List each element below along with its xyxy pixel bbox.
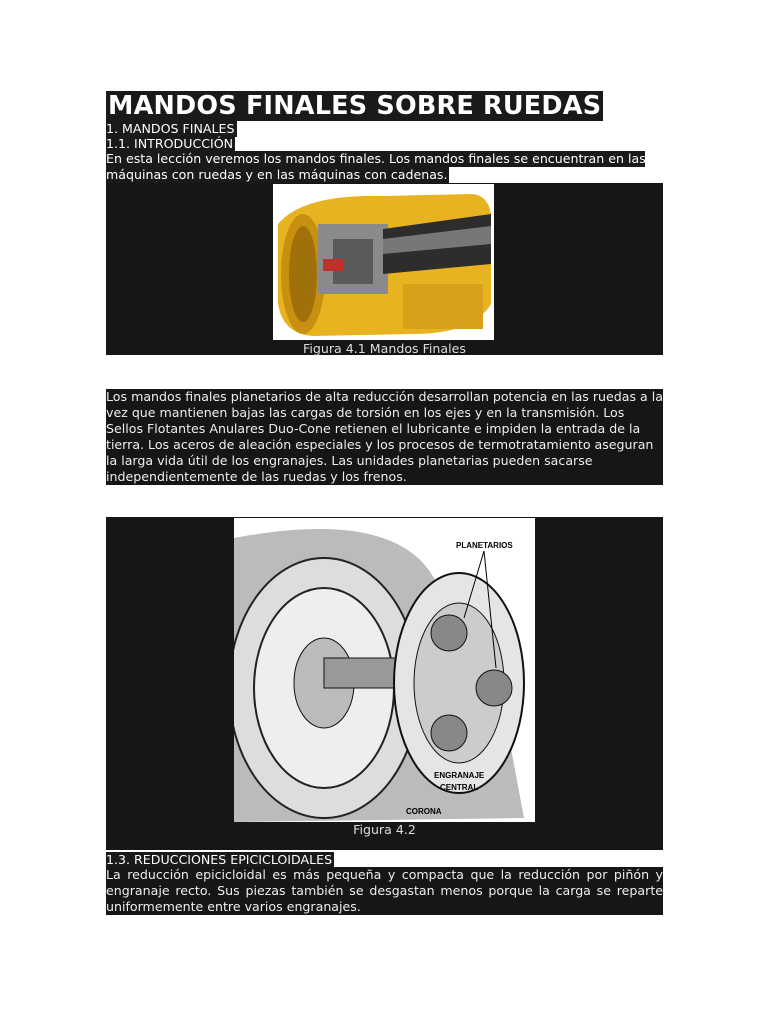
figure-1-caption: Figura 4.1 Mandos Finales [303, 341, 466, 356]
intro-line-1: En esta lección veremos los mandos finales. Los mandos finales se encuentran en las [106, 151, 646, 166]
label-corona: CORONA [406, 807, 442, 816]
page-title: MANDOS FINALES SOBRE RUEDAS [108, 91, 602, 121]
label-engranaje: ENGRANAJE [434, 771, 485, 780]
paragraph-planetary: Los mandos finales planetarios de alta reducción desarrollan potencia en las ruedas a la vez que mantienen bajas las cargas de torsión en los ejes y en la transmisión. Los Sellos Flotantes Anulares Duo-Cone retienen el lubricante e impiden la entrada de la tierra. Los aceros de aleación especiales y los procesos de termotratamiento aseguran la larga vida útil de los engranajes. Las unidades planetarias pueden sacarse independientemente de las ruedas y los frenos. [106, 389, 663, 484]
section-heading-1: 1. MANDOS FINALES [106, 121, 235, 136]
paragraph-epicycloidal: La reducción epicicloidal es más pequeña y compacta que la reducción por piñón y engranaje recto. Sus piezas también se desgastan menos porque la carga se reparte uniformemente entre varios engranajes. [106, 867, 663, 914]
figure-2-caption: Figura 4.2 [353, 822, 416, 837]
section-heading-1-1: 1.1. INTRODUCCIÓN [106, 136, 234, 151]
section-heading-1-3: 1.3. REDUCCIONES EPICICLOIDALES [106, 852, 333, 867]
figure-2 [106, 517, 663, 850]
figure-1 [106, 183, 663, 355]
intro-line-2: máquinas con ruedas y en las máquinas con cadenas. [106, 167, 448, 182]
planetary-gear-illustration [234, 518, 535, 822]
label-central: CENTRAL [440, 783, 479, 792]
label-planetarios: PLANETARIOS [456, 541, 513, 550]
final-drive-illustration [273, 184, 494, 340]
